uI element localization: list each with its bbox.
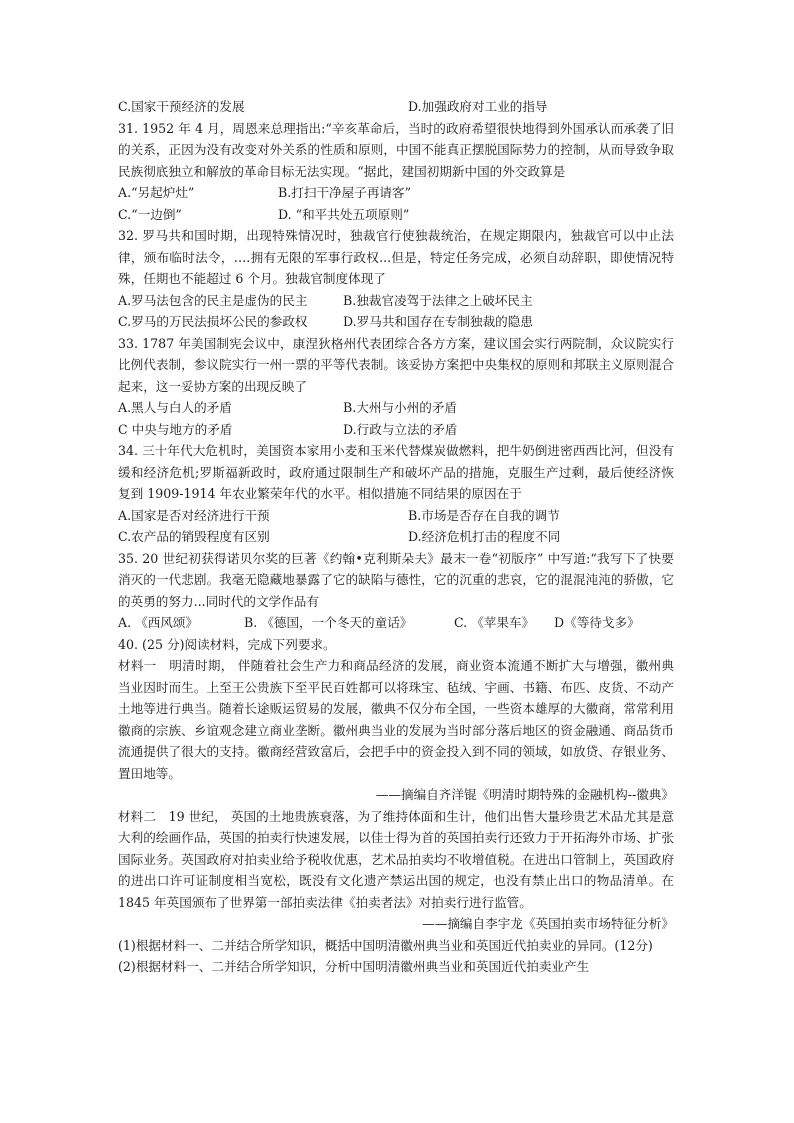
q33-option-c: C 中央与地方的矛盾 bbox=[118, 421, 233, 437]
q32-option-b: B.独裁官凌驾于法律之上破坏民主 bbox=[343, 292, 533, 308]
q35-options bbox=[118, 612, 674, 634]
q32-options-cd bbox=[118, 311, 674, 333]
q33-options-ab bbox=[118, 397, 674, 419]
q34-option-c: C.农产品的销毁程度有区别 bbox=[118, 529, 270, 544]
q35-option-d: D《等待戈多》 bbox=[554, 615, 640, 630]
q35-option-a: A. 《西风颂》 bbox=[118, 615, 199, 630]
q40-requirement-2: (2)根据材料一、二并结合所学知识，分析中国明清徽州典当业和英国近代拍卖业产生 bbox=[118, 959, 590, 974]
q32-option-c: C.罗马的万民法损坏公民的参政权 bbox=[118, 314, 308, 329]
q33-options-cd bbox=[118, 419, 674, 441]
q34-option-d: D.经济危机打击的程度不同 bbox=[408, 529, 561, 544]
q31-option-a: A.“另起炉灶” bbox=[118, 185, 195, 200]
q35-stem: 35. 20 世纪初获得诺贝尔奖的巨著《约翰•克利斯朵夫》最末一卷“初版序” 中写道:“我写下了快要消灭的一代悲剧。我毫无隐藏地暴露了它的缺陷与德性，它的沉重的悲哀，它的混混沌沌的骄傲，它的英勇的努力...同时代的文学作品有 bbox=[118, 550, 674, 609]
q33-option-b: B.大州与小州的矛盾 bbox=[343, 400, 458, 415]
q40-material-1: 材料一 明清时期， 伴随着社会生产力和商品经济的发展，商业资本流通不断扩大与增强，徽州典当业因时而生。上至王公贵族下至平民百姓都可以将珠宝、毡绒、宇画、书籍、布匹、皮货、不动产土地等进行典当。随着长途贩运贸易的发展，徽典不仅分布全国，一些资本雄厚的大徽商，常常利用徽商的宗族、乡谊观念建立商业垄断。徽州典当业的发展为当时部分落后地区的资金融通、商品货币流通提供了很大的支持。徽商经营致富后，会把手中的资金投入到不同的领域，如放贷、存银业务、置田地等。 bbox=[118, 658, 674, 781]
q34-option-b: B.市场是否存在自我的调节 bbox=[408, 507, 560, 523]
q35-option-b: B. 《德国，一个冬天的童话》 bbox=[244, 615, 413, 630]
q30-options-cd bbox=[118, 96, 674, 118]
q31-stem: 31. 1952 年 4 月，周恩来总理指出:“辛亥革命后，当时的政府希望很快地得到外国承认而承袭了旧的关系，正因为没有改变对外关系的性质和原则，中国不能真正摆脱国际势力的控制，从而导致争取民族彻底独立和解放的革命目标无法实现。“据此，建国初期新中国的外交政算是 bbox=[118, 120, 674, 179]
q30-option-c: C.国家干预经济的发展 bbox=[118, 99, 245, 114]
q33-option-a: A.黑人与白人的矛盾 bbox=[118, 400, 232, 415]
q33-option-d: D.行政与立法的矛盾 bbox=[343, 421, 458, 437]
q30-option-d: D.加强政府对工业的指导 bbox=[408, 99, 548, 114]
q35-option-c: C. 《苹果车》 bbox=[454, 615, 535, 630]
q34-options-ab bbox=[118, 505, 674, 527]
q34-options-cd bbox=[118, 526, 674, 548]
q31-option-c: C.“一边倒” bbox=[118, 206, 182, 222]
exam-page bbox=[118, 96, 674, 978]
q40-material-2-source: ——摘编自李宇龙《英国拍卖市场特征分析》 bbox=[422, 916, 674, 931]
q33-stem: 33. 1787 年美国制宪会议中，康涅狄格州代表团综合各方方案，建议国会实行两院制，众议院实行比例代表制，参议院实行一州一票的平等代表制。该妥协方案把中央集权的原则和邦联主义原则混合起来，这一妥协方案的出现反映了 bbox=[118, 335, 674, 394]
q40-material-2: 材料二 19 世纪， 英国的土地贵族衰落，为了维持体面和生计，他们出售大量珍贵艺术品尤其是意大利的绘画作品，英国的拍卖行快速发展，以佳士得为首的英国拍卖行还致力于开拓海外市场、扩张国际业务。英国政府对拍卖业给予税收优惠，艺术品拍卖均不收增值税。在进出口管制上，英国政府的进出口许可证制度相当宽松，既没有文化遗产禁运出国的规定，也没有禁止出口的物品清单。在 1845 年英国颁布了世界第一部拍卖法律《拍卖者法》对拍卖行进行监管。 bbox=[118, 808, 674, 910]
q31-option-d: D. “和平共处五项原则” bbox=[278, 206, 410, 222]
q32-option-d: D.罗马共和国存在专制独裁的隐患 bbox=[343, 314, 533, 329]
q31-option-b: B.打扫干净屋子再请客” bbox=[278, 185, 412, 200]
q32-options-ab bbox=[118, 290, 674, 312]
q31-options-cd bbox=[118, 204, 674, 226]
q34-stem: 34. 三十年代大危机时，美国资本家用小麦和玉米代替煤炭做燃料，把牛奶倒进密西西比河，但没有缓和经济危机;罗斯福新政时，政府通过限制生产和破坏产品的措施，克服生产过剩，最后使经济恢复到 1909-1914 年农业繁荣年代的水平。相似措施不同结果的原因在于 bbox=[118, 443, 674, 501]
q31-options-ab bbox=[118, 182, 674, 204]
q40-material-1-source: ——摘编自齐洋锟《明清时期特殊的金融机构--徽典》 bbox=[375, 787, 674, 802]
q32-option-a: A.罗马法包含的民主是虚伪的民主 bbox=[118, 292, 308, 308]
q40-requirement-1: (1)根据材料一、二并结合所学知识，概括中国明清徽州典当业和英国近代拍卖业的异同。(12分) bbox=[118, 937, 653, 953]
q40-heading: 40. (25 分)阅读材料，完成下列要求。 bbox=[118, 636, 336, 652]
q32-stem: 32. 罗马共和国时期，出现特殊情况时，独裁官行使独裁统治，在规定期限内，独裁官可以中止法律，颁布临时法令，….拥有无限的军事行政权...但是，特定任务完成，必须自动辞职，即使情况特殊，任期也不能超过 6 个月。独裁官制度体现了 bbox=[118, 228, 674, 286]
q34-option-a: A.国家是否对经济进行干预 bbox=[118, 507, 270, 523]
